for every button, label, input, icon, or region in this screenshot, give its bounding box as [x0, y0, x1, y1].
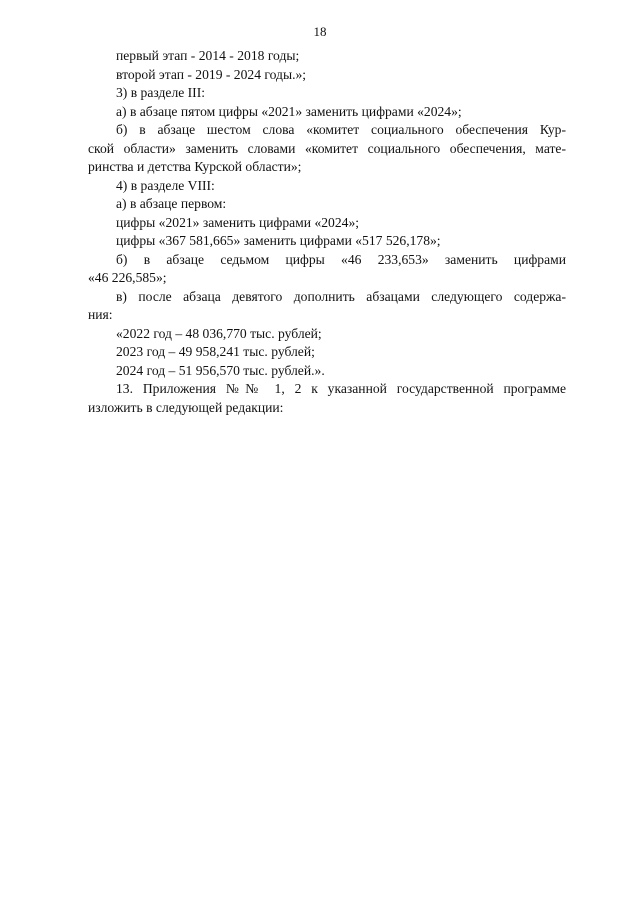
- text-line: ния:: [88, 307, 113, 322]
- text-line: «2022 год – 48 036,770 тыс. рублей;: [116, 325, 322, 341]
- text-line: в) после абзаца девятого дополнить абзацами следующего содержа-: [116, 288, 566, 304]
- text-line: изложить в следующей редакции:: [88, 399, 284, 415]
- text-line: первый этап - 2014 - 2018 годы;: [116, 48, 300, 63]
- text-line: 3) в разделе III:: [116, 85, 206, 100]
- text-line: 2024 год – 51 956,570 тыс. рублей.».: [116, 362, 325, 378]
- text-line: 13. Приложения №№ 1, 2 к указанной государственной программе: [116, 381, 566, 396]
- text-line: а) в абзаце первом:: [116, 196, 227, 211]
- text-line: б) в абзаце седьмом цифры «46 233,653» заменить цифрами: [116, 251, 566, 267]
- text-line: 2023 год – 49 958,241 тыс. рублей;: [116, 344, 315, 359]
- text-line: б) в абзаце шестом слова «комитет социального обеспечения Кур-: [116, 122, 566, 137]
- text-line: а) в абзаце пятом цифры «2021» заменить цифрами «2024»;: [116, 103, 462, 119]
- text-line: цифры «367 581,665» заменить цифрами «517 526,178»;: [116, 233, 441, 248]
- document-body: [88, 47, 566, 417]
- text-line: ринства и детства Курской области»;: [88, 159, 302, 174]
- text-line: 4) в разделе VIII:: [116, 177, 215, 193]
- text-line: ской области» заменить словами «комитет социального обеспечения, мате-: [88, 140, 566, 156]
- text-line: второй этап - 2019 - 2024 годы.»;: [116, 66, 307, 82]
- text-line: цифры «2021» заменить цифрами «2024»;: [116, 214, 360, 230]
- text-line: «46 226,585»;: [88, 270, 167, 285]
- page-number: 18: [313, 24, 327, 39]
